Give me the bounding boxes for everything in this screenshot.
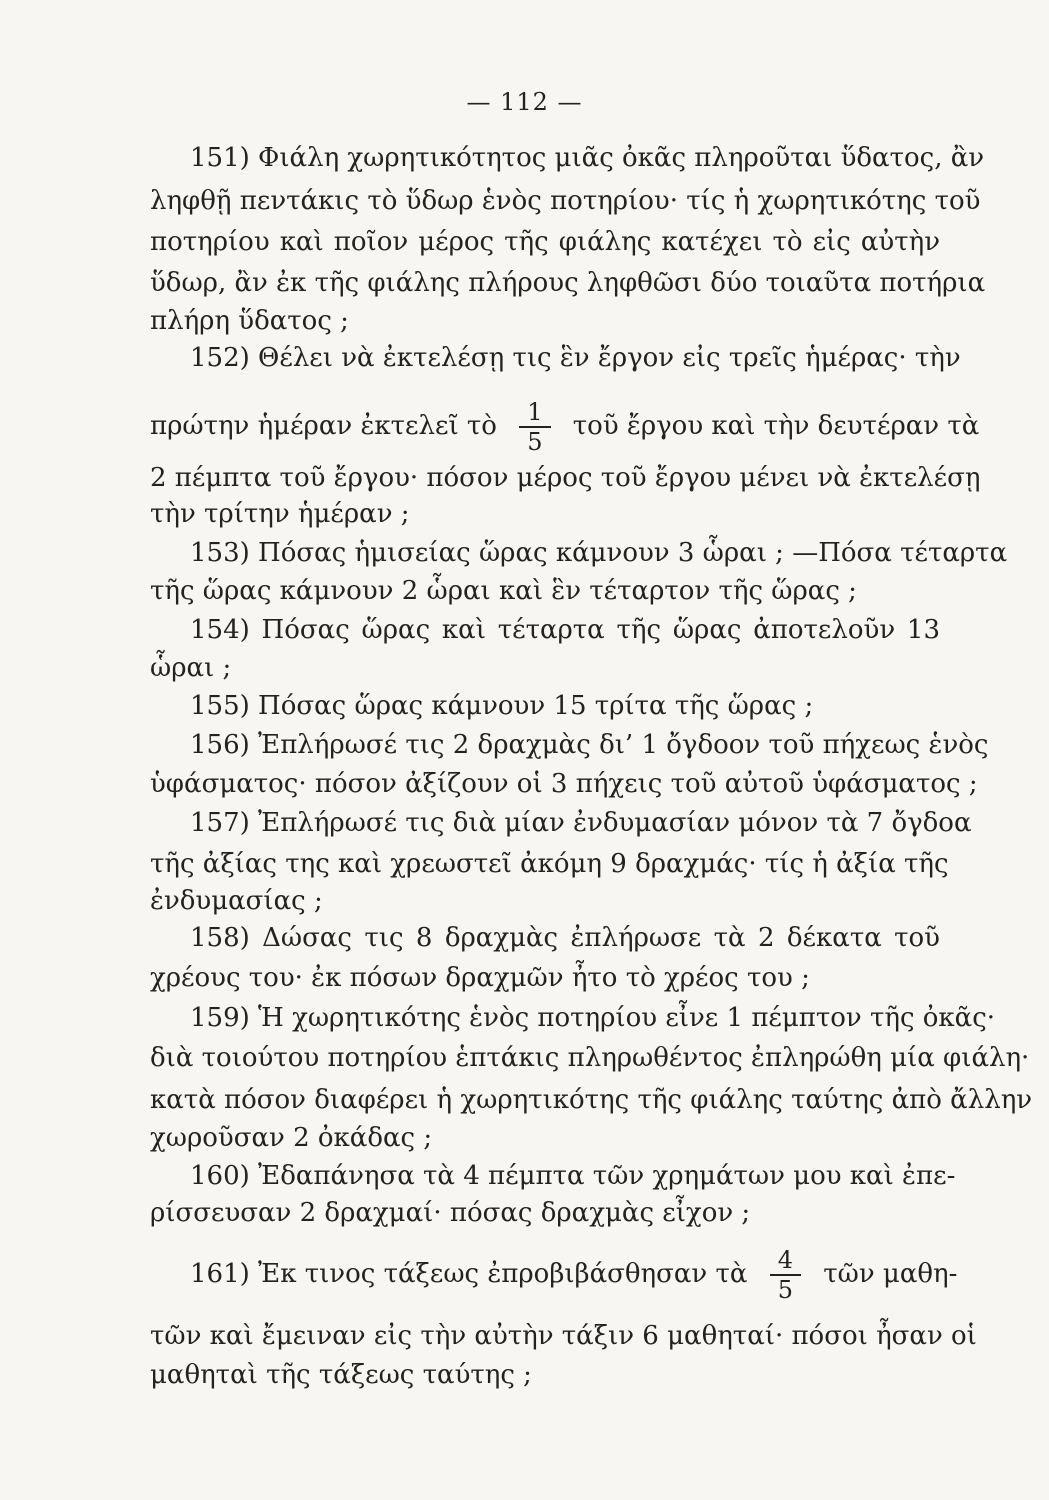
text-line: 158) Δώσας τις 8 δραχμὰς ἐπλήρωσε τὰ 2 δέκατα τοῦ <box>190 923 940 953</box>
text-line: 153) Πόσας ἡμισείας ὥρας κάμνουν 3 ὧραι ; —Πόσα τέταρτα <box>190 538 1008 568</box>
text-line: 155) Πόσας ὥρας κάμνουν 15 τρίτα τῆς ὥρας ; <box>190 691 814 721</box>
fraction <box>519 400 550 454</box>
fraction-denominator: 5 <box>770 1274 801 1302</box>
text-line-with-fraction <box>150 398 980 456</box>
text-line: 160) Ἐδαπάνησα τὰ 4 πέμπτα τῶν χρημάτων μου καὶ ἐπε- <box>190 1161 956 1191</box>
text-line: ὕδωρ, ἂν ἐκ τῆς φιάλης πλήρους ληφθῶσι δύο τοιαῦτα ποτήρια <box>150 268 986 298</box>
text-line: τῆς ἀξίας της καὶ χρεωστεῖ ἀκόμη 9 δραχμάς· τίς ἡ ἀξία τῆς <box>150 849 949 879</box>
text-line: 2 πέμπτα τοῦ ἔργου· πόσον μέρος τοῦ ἔργου μένει νὰ ἐκτελέσῃ <box>150 463 981 493</box>
fraction <box>770 1248 801 1302</box>
text-segment: τοῦ ἔργου καὶ τὴν δευτέραν τὰ <box>572 411 980 441</box>
text-line: ρίσσευσαν 2 δραχμαί· πόσας δραχμὰς εἶχον ; <box>150 1198 751 1228</box>
text-line: 154) Πόσας ὥρας καὶ τέταρτα τῆς ὥρας ἀποτελοῦν 13 <box>190 615 940 645</box>
text-line: ληφθῇ πεντάκις τὸ ὕδωρ ἑνὸς ποτηρίου· τίς ἡ χωρητικότης τοῦ <box>150 186 981 216</box>
page-number: — 112 — <box>466 88 583 116</box>
text-segment: τῶν μαθη- <box>823 1259 958 1289</box>
text-line: 159) Ἡ χωρητικότης ἑνὸς ποτηρίου εἶνε 1 πέμπτον τῆς ὀκᾶς· <box>190 1003 996 1033</box>
text-line: 157) Ἐπλήρωσέ τις διὰ μίαν ἐνδυμασίαν μόνον τὰ 7 ὄγδοα <box>190 808 972 838</box>
text-segment: πρώτην ἡμέραν ἐκτελεῖ τὸ <box>150 411 497 441</box>
fraction-denominator: 5 <box>519 426 550 454</box>
text-line: ὧραι ; <box>150 653 232 683</box>
text-line: διὰ τοιούτου ποτηρίου ἑπτάκις πληρωθέντος ἐπληρώθη μία φιάλη· <box>150 1043 1030 1073</box>
text-line: 151) Φιάλη χωρητικότητος μιᾶς ὀκᾶς πληροῦται ὕδατος, ἂν <box>190 143 985 173</box>
text-line: ποτηρίου καὶ ποῖον μέρος τῆς φιάλης κατέχει τὸ εἰς αὐτὴν <box>150 227 940 257</box>
text-line: κατὰ πόσον διαφέρει ἡ χωρητικότης τῆς φιάλης ταύτης ἀπὸ ἄλλην <box>150 1085 1033 1115</box>
text-line: μαθηταὶ τῆς τάξεως ταύτης ; <box>150 1360 532 1390</box>
text-line: ὑφάσματος· πόσον ἀξίζουν οἱ 3 πήχεις τοῦ αὐτοῦ ὑφάσματος ; <box>150 769 978 799</box>
text-line: χρέους του· ἐκ πόσων δραχμῶν ἦτο τὸ χρέος του ; <box>150 963 810 993</box>
text-line: τῆς ὥρας κάμνουν 2 ὧραι καὶ ἓν τέταρτον τῆς ὥρας ; <box>150 576 857 606</box>
text-line: τὴν τρίτην ἡμέραν ; <box>150 499 410 529</box>
text-line: χωροῦσαν 2 ὀκάδας ; <box>150 1123 433 1153</box>
fraction-numerator: 1 <box>527 398 543 426</box>
text-line: ἐνδυμασίας ; <box>150 886 323 916</box>
text-line: 152) Θέλει νὰ ἐκτελέσῃ τις ἓν ἔργον εἰς τρεῖς ἡμέρας· τὴν <box>190 343 961 373</box>
text-line: 156) Ἐπλήρωσέ τις 2 δραχμὰς δι’ 1 ὄγδοον τοῦ πήχεως ἑνὸς <box>190 730 989 760</box>
text-line-with-fraction <box>190 1246 958 1304</box>
fraction-numerator: 4 <box>777 1246 793 1274</box>
text-line: τῶν καὶ ἔμειναν εἰς τὴν αὐτὴν τάξιν 6 μαθηταί· πόσοι ἦσαν οἱ <box>150 1321 977 1351</box>
text-line: πλήρη ὕδατος ; <box>150 306 349 336</box>
text-segment: 161) Ἐκ τινος τάξεως ἐπροβιβάσθησαν τὰ <box>190 1259 748 1289</box>
